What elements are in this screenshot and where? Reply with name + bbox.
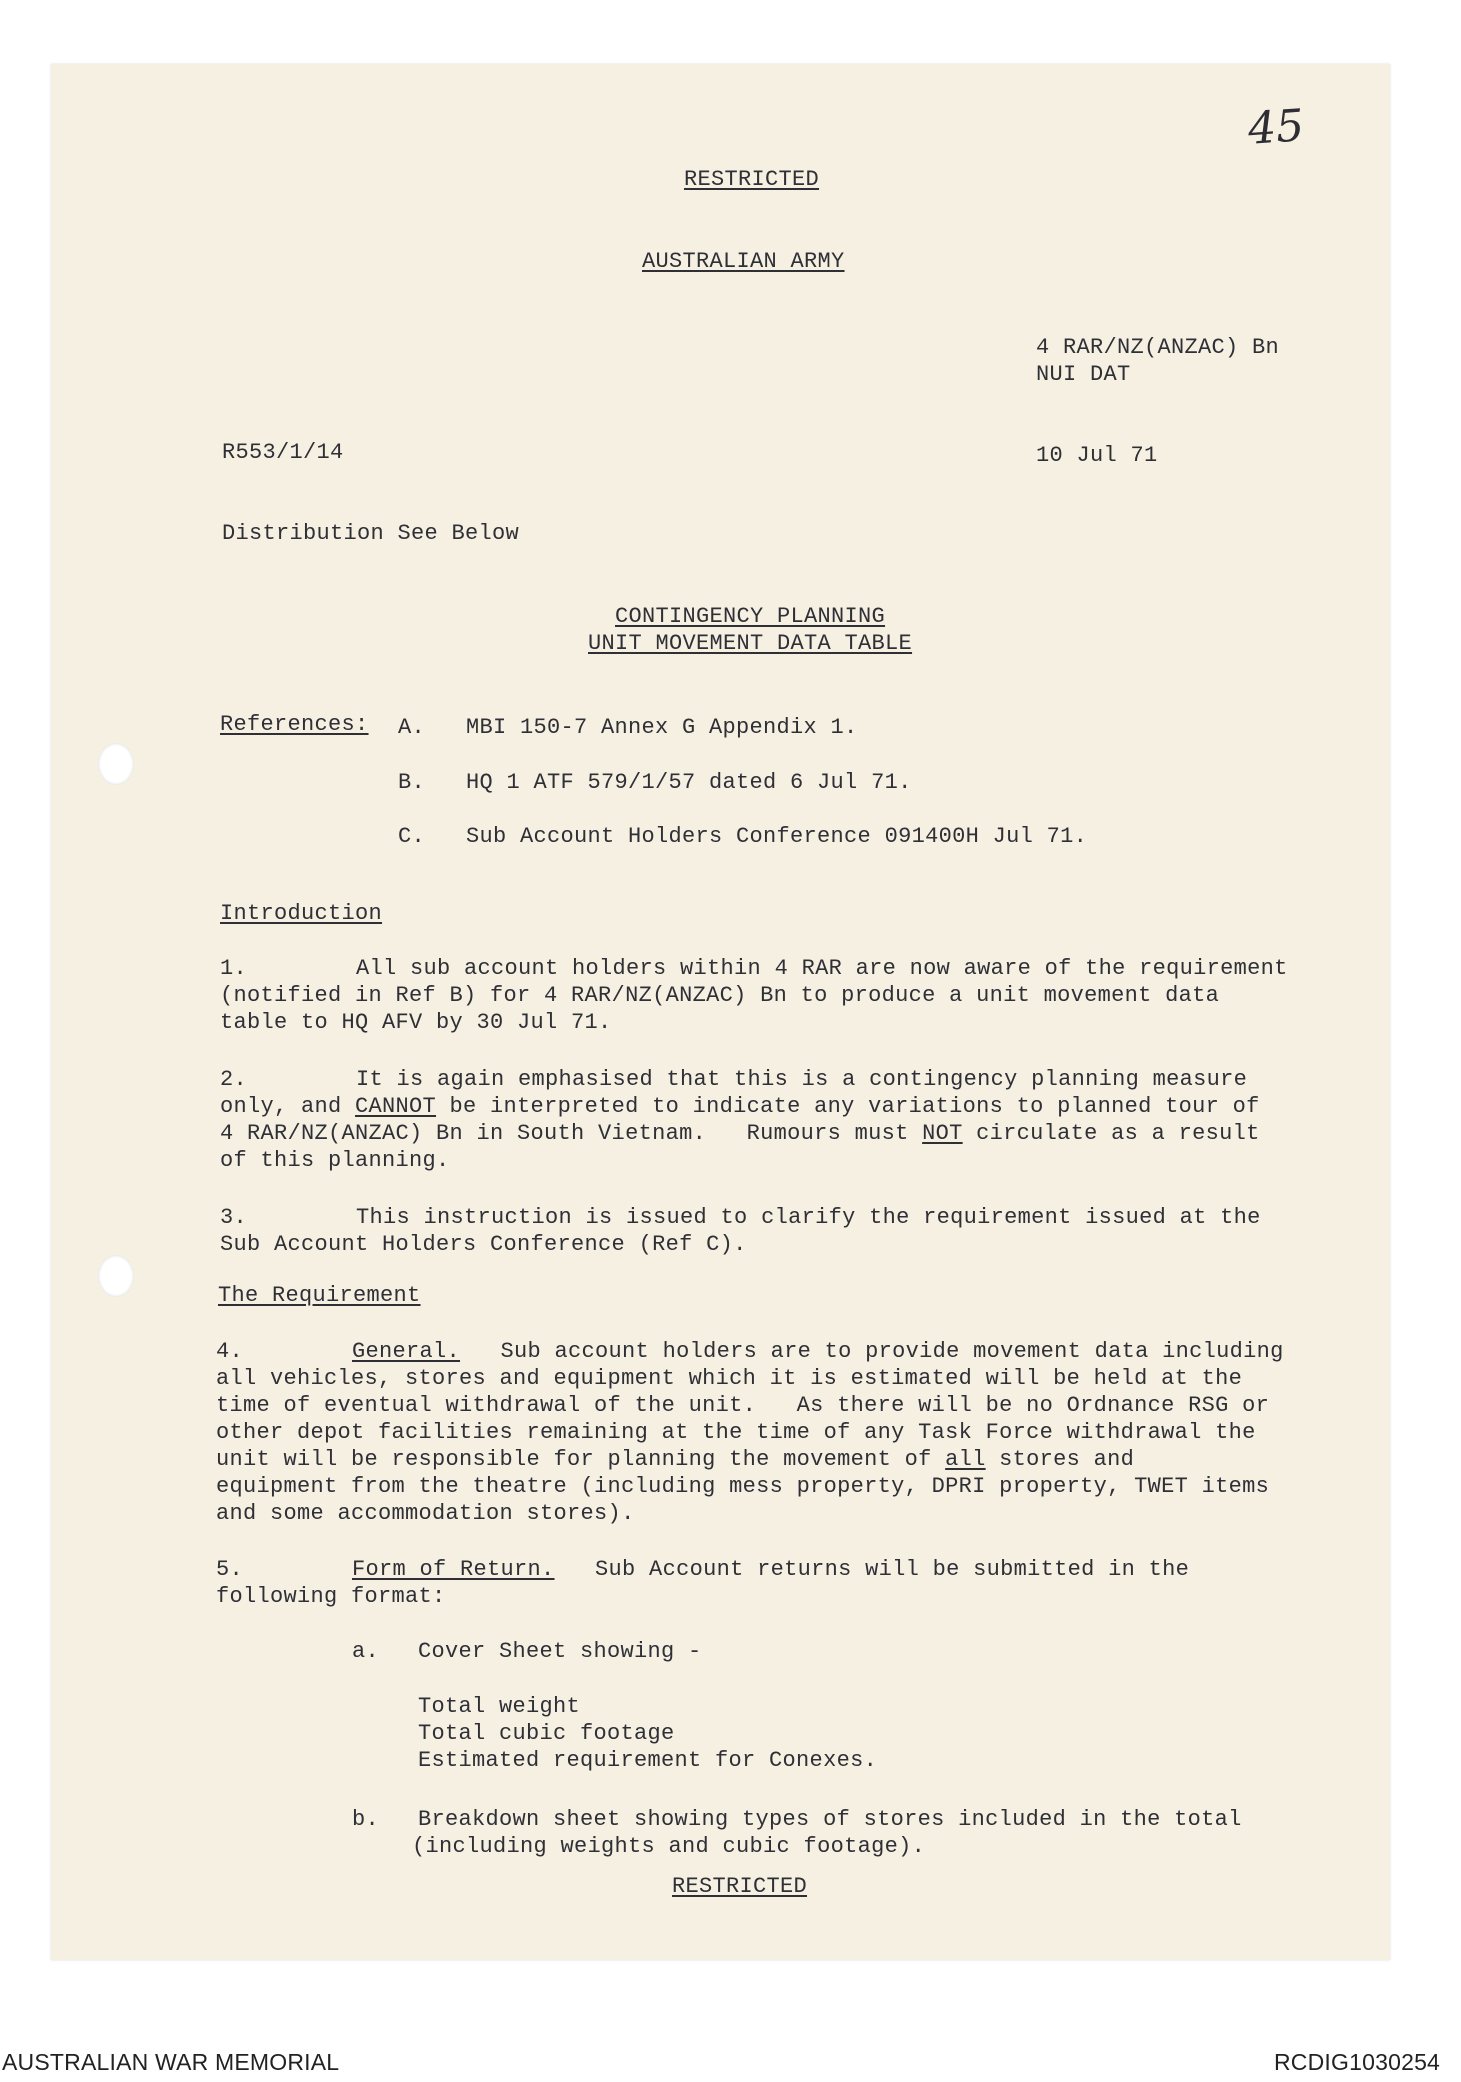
para-5-line-2: following format: bbox=[216, 1584, 446, 1609]
para-2-number: 2. bbox=[220, 1067, 248, 1092]
para-4-line-5-start: unit will be responsible for planning the movement of bbox=[216, 1447, 946, 1472]
para-4-line-3: time of eventual withdrawal of the unit. As there will be no Ordnance RSG or bbox=[216, 1393, 1270, 1418]
organisation: AUSTRALIAN ARMY bbox=[642, 249, 845, 274]
subitem-b-line-2: (including weights and cubic footage). bbox=[412, 1834, 926, 1859]
para-4-line-4: other depot facilities remaining at the time of any Task Force withdrawal the bbox=[216, 1420, 1256, 1445]
subitem-a-intro: Cover Sheet showing - bbox=[418, 1639, 702, 1664]
para-4-line-1 bbox=[352, 1338, 1284, 1365]
unit-name: 4 RAR/NZ(ANZAC) Bn bbox=[1036, 335, 1280, 360]
para-4-label: General. bbox=[352, 1339, 461, 1364]
para-1-line-3: table to HQ AFV by 30 Jul 71. bbox=[220, 1010, 612, 1035]
para-2-line-4: of this planning. bbox=[220, 1148, 450, 1173]
emphasis-not: NOT bbox=[922, 1121, 963, 1146]
archive-credit: AUSTRALIAN WAR MEMORIAL bbox=[2, 2049, 340, 2075]
introduction-heading: Introduction bbox=[220, 901, 383, 926]
file-reference: R553/1/14 bbox=[222, 440, 344, 465]
reference-c-text: Sub Account Holders Conference 091400H Jul 71. bbox=[466, 824, 1088, 849]
document-date: 10 Jul 71 bbox=[1036, 443, 1158, 468]
para-1-number: 1. bbox=[220, 956, 248, 981]
para-5-number: 5. bbox=[216, 1557, 244, 1582]
reference-b-letter: B. bbox=[398, 770, 426, 795]
references-label: References: bbox=[220, 712, 369, 737]
para-2-line-2-end: be interpreted to indicate any variations to planned tour of bbox=[436, 1094, 1260, 1119]
distribution-line: Distribution See Below bbox=[222, 521, 520, 546]
subitem-a-letter: a. bbox=[352, 1639, 380, 1664]
subitem-b-letter: b. bbox=[352, 1807, 380, 1832]
subitem-a-item-1: Total weight bbox=[418, 1694, 581, 1719]
para-4-line-2: all vehicles, stores and equipment which it is estimated will be held at the bbox=[216, 1366, 1243, 1391]
classification-bottom: RESTRICTED bbox=[672, 1874, 808, 1899]
requirement-heading: The Requirement bbox=[218, 1283, 421, 1308]
para-3-line-1: This instruction is issued to clarify the requirement issued at the bbox=[356, 1205, 1261, 1230]
emphasis-cannot: CANNOT bbox=[355, 1094, 437, 1119]
subitem-a-item-3: Estimated requirement for Conexes. bbox=[418, 1748, 878, 1773]
archive-item-id: RCDIG1030254 bbox=[1274, 2049, 1441, 2075]
title-line-2: UNIT MOVEMENT DATA TABLE bbox=[588, 631, 913, 656]
reference-c-letter: C. bbox=[398, 824, 426, 849]
para-5-line-1-text: Sub Account returns will be submitted in the bbox=[554, 1557, 1190, 1582]
classification-top: RESTRICTED bbox=[684, 167, 820, 192]
para-3-line-2: Sub Account Holders Conference (Ref C). bbox=[220, 1232, 747, 1257]
reference-a-text: MBI 150-7 Annex G Appendix 1. bbox=[466, 715, 858, 740]
reference-a-letter: A. bbox=[398, 715, 426, 740]
subitem-a-item-2: Total cubic footage bbox=[418, 1721, 675, 1746]
para-4-line-1-text: Sub account holders are to provide movement data including bbox=[460, 1339, 1284, 1364]
subitem-b-line-1: Breakdown sheet showing types of stores included in the total bbox=[418, 1807, 1242, 1832]
punch-hole-upper bbox=[98, 743, 134, 785]
para-2-line-3-end: circulate as a result bbox=[962, 1121, 1260, 1146]
para-5-label: Form of Return. bbox=[352, 1557, 555, 1582]
para-4-line-5-end: stores and bbox=[985, 1447, 1135, 1472]
emphasis-all: all bbox=[945, 1447, 986, 1472]
para-2-line-3 bbox=[220, 1120, 1260, 1147]
unit-location: NUI DAT bbox=[1036, 362, 1131, 387]
para-2-line-1: It is again emphasised that this is a contingency planning measure bbox=[356, 1067, 1248, 1092]
para-1-line-2: (notified in Ref B) for 4 RAR/NZ(ANZAC) Bn to produce a unit movement data bbox=[220, 983, 1220, 1008]
para-3-number: 3. bbox=[220, 1205, 248, 1230]
para-2-line-2-start: only, and bbox=[220, 1094, 356, 1119]
handwritten-page-number: 45 bbox=[1246, 100, 1306, 155]
para-4-line-5 bbox=[216, 1446, 1134, 1473]
para-2-line-2 bbox=[220, 1093, 1260, 1120]
para-5-line-1 bbox=[352, 1556, 1189, 1583]
para-1-line-1: All sub account holders within 4 RAR are now aware of the requirement bbox=[356, 956, 1288, 981]
para-4-number: 4. bbox=[216, 1339, 244, 1364]
para-4-line-6: equipment from the theatre (including mess property, DPRI property, TWET items bbox=[216, 1474, 1270, 1499]
para-2-line-3-start: 4 RAR/NZ(ANZAC) Bn in South Vietnam. Rumours must bbox=[220, 1121, 923, 1146]
reference-b-text: HQ 1 ATF 579/1/57 dated 6 Jul 71. bbox=[466, 770, 912, 795]
punch-hole-lower bbox=[98, 1255, 134, 1297]
para-4-line-7: and some accommodation stores). bbox=[216, 1501, 635, 1526]
title-line-1: CONTINGENCY PLANNING bbox=[615, 604, 886, 629]
